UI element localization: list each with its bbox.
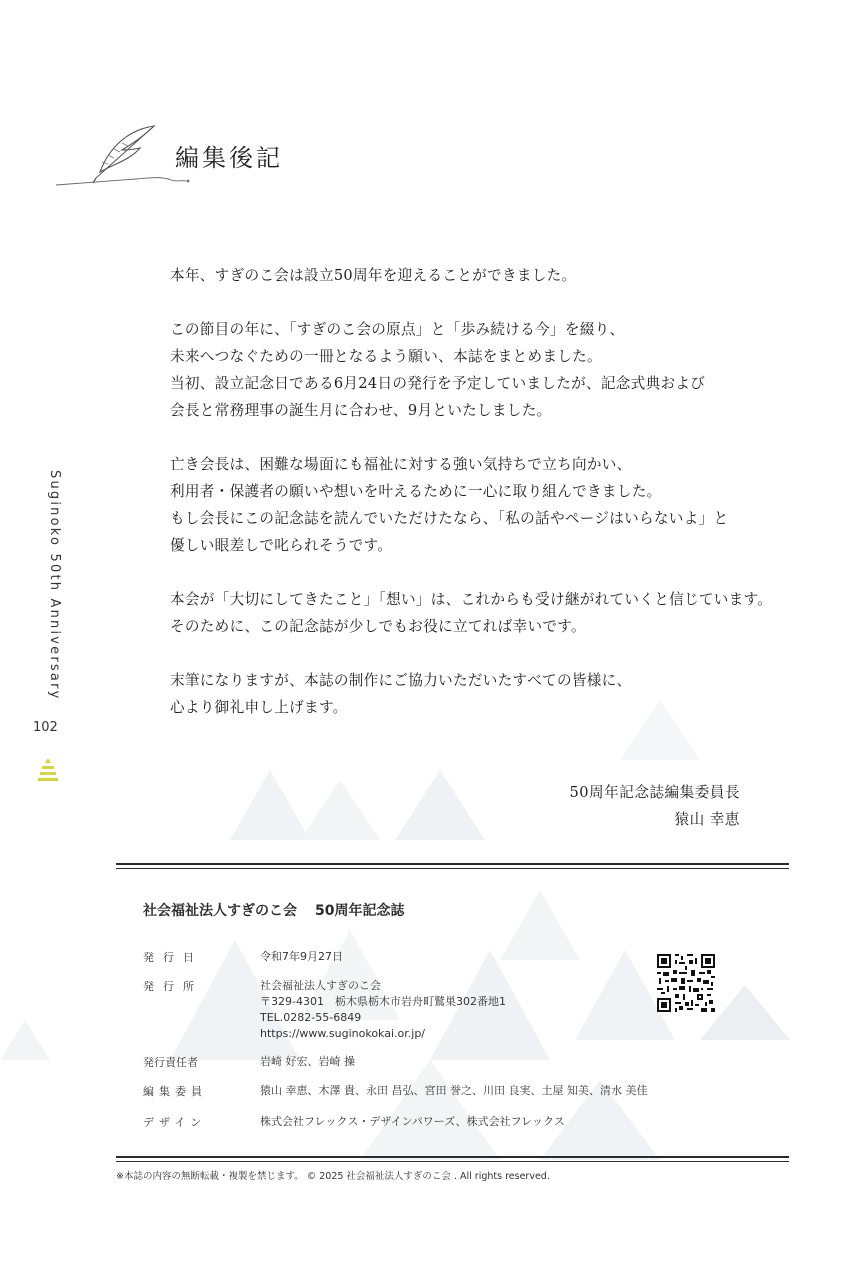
editor-names: 猿山 幸恵、木澤 貴、永田 昌弘、宮田 誉之、川田 良実、土屋 知美、清水 美佳 <box>260 1084 648 1097</box>
copyright-notice: ※本誌の内容の無断転載・複製を禁じます。 © 2025 社会福祉法人すぎのこ会 . All rights reserved. <box>116 1171 550 1182</box>
signature-name: 猿山 幸恵 <box>674 811 740 828</box>
paragraph-3 <box>170 451 790 559</box>
afterword-body <box>170 262 790 748</box>
colophon-publication: 50周年記念誌 <box>315 903 405 919</box>
issue-date: 令和7年9月27日 <box>260 950 343 963</box>
text-line: 優しい眼差しで叱られそうです。 <box>170 537 393 554</box>
publisher-tel: TEL.0282-55-6849 <box>260 1011 362 1024</box>
colophon-bottom-rule <box>116 1156 789 1162</box>
publisher-url[interactable]: https://www.suginokokai.or.jp/ <box>260 1027 426 1040</box>
text-line: この節目の年に、「すぎのこ会の原点」と「歩み続ける今」を綴り、 <box>170 321 625 338</box>
row-label: 発行所 <box>143 980 203 993</box>
design-companies: 株式会社フレックス・デザインパワーズ、株式会社フレックス <box>260 1115 565 1128</box>
text-line: 未来へつなぐための一冊となるよう願い、本誌をまとめました。 <box>170 348 602 365</box>
text-line: 本会が「大切にしてきたこと」「想い」は、これからも受け継がれていくと信じています。 <box>170 591 773 608</box>
publisher-address: 〒329-4301 栃木県栃木市岩舟町鷲巣302番地1 <box>260 995 506 1008</box>
row-label: 発行責任者 <box>143 1056 198 1069</box>
signature-role: 50周年記念誌編集委員長 <box>569 784 740 801</box>
responsible-names: 岩崎 好宏、岩崎 操 <box>260 1055 355 1068</box>
paragraph-4 <box>170 586 790 640</box>
publisher-name: 社会福祉法人すぎのこ会 <box>260 979 381 992</box>
colophon-org: 社会福祉法人すぎのこ会 <box>143 903 297 919</box>
stacked-triangle-icon <box>36 756 60 786</box>
text-line: 本年、すぎのこ会は設立50周年を迎えることができました。 <box>170 267 577 284</box>
text-line: 末筆になりますが、本誌の制作にご協力いただいたすべての皆様に、 <box>170 672 632 689</box>
paragraph-2 <box>170 316 790 424</box>
text-line: 当初、設立記念日である6月24日の発行を予定していましたが、記念式典および <box>170 375 706 392</box>
qr-code-icon[interactable] <box>657 954 715 1012</box>
row-value <box>260 1054 355 1070</box>
text-line: 利用者・保護者の願いや想いを叶えるために一心に取り組んできました。 <box>170 483 662 500</box>
page-title: 編集後記 <box>175 144 283 172</box>
side-anniversary-label: Suginoko 50th Anniversary <box>47 470 62 701</box>
text-line: もし会長にこの記念誌を読んでいただけたなら、「私の話やページはいらないよ」と <box>170 510 729 527</box>
row-value <box>260 1114 565 1130</box>
row-value <box>260 949 343 965</box>
paragraph-5 <box>170 667 790 721</box>
row-label: 発行日 <box>143 951 203 964</box>
page-number: 102 <box>33 720 58 735</box>
row-label: デザイン <box>143 1116 207 1129</box>
text-line: 亡き会長は、困難な場面にも福祉に対する強い気持ちで立ち向かい、 <box>170 456 632 473</box>
text-line: 心より御礼申し上げます。 <box>170 699 348 716</box>
colophon-top-rule <box>116 863 789 869</box>
signature-block <box>569 779 740 833</box>
text-line: そのために、この記念誌が少しでもお役に立てれば幸いです。 <box>170 618 586 635</box>
row-value <box>260 978 506 1042</box>
row-label: 編集委員 <box>143 1085 207 1098</box>
row-value <box>260 1083 647 1099</box>
paragraph-1 <box>170 262 790 289</box>
text-line: 会長と常務理事の誕生月に合わせ、9月といたしました。 <box>170 402 552 419</box>
colophon-title <box>143 900 404 920</box>
